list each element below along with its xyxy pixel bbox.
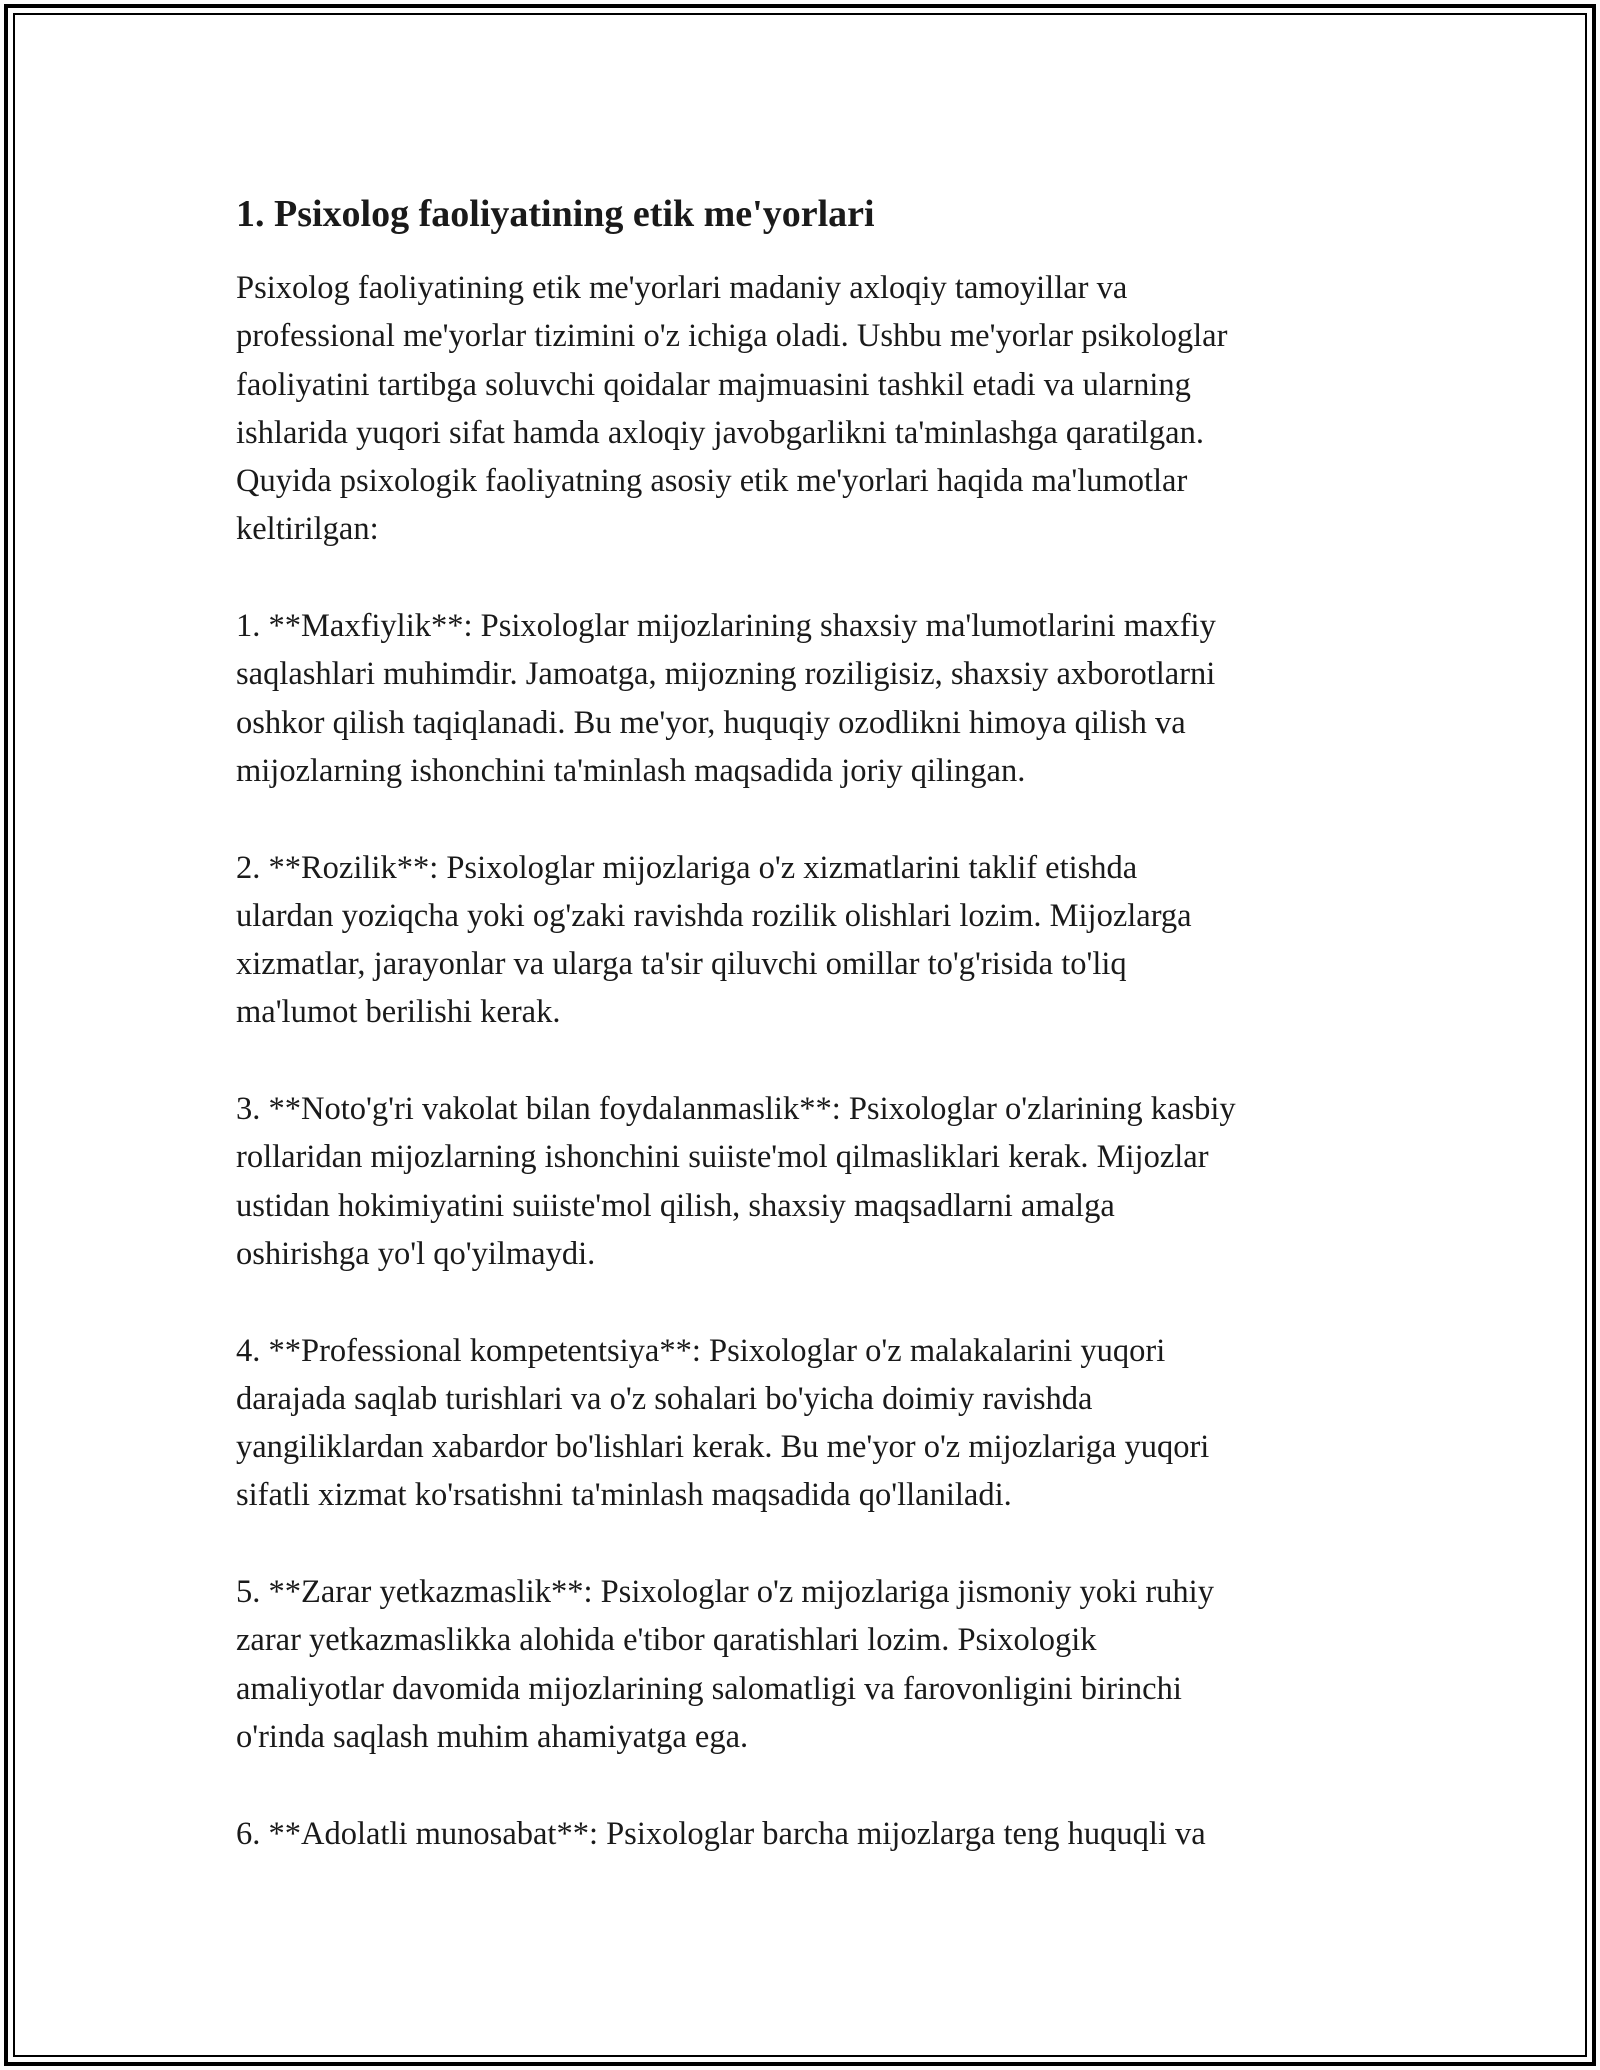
section-heading: 1. Psixolog faoliyatining etik me'yorlari	[236, 193, 875, 235]
norm-item-confidentiality	[236, 602, 1376, 795]
text-line: professional me'yorlar tizimini o'z ichiga oladi. Ushbu me'yorlar psikologlar	[236, 318, 1228, 355]
text-line: yangiliklardan xabardor bo'lishlari kerak. Bu me'yor o'z mijozlariga yuqori	[236, 1429, 1210, 1466]
text-line: mijozlarning ishonchini ta'minlash maqsadida joriy qilingan.	[236, 752, 1026, 789]
text-line: 1. **Maxfiylik**: Psixologlar mijozlarining shaxsiy ma'lumotlarini maxfiy	[236, 608, 1216, 645]
text-line: 6. **Adolatli munosabat**: Psixologlar barcha mijozlarga teng huquqli va	[236, 1815, 1206, 1852]
norm-item-misuse-of-authority	[236, 1085, 1376, 1278]
text-line: faoliyatini tartibga soluvchi qoidalar majmuasini tashkil etadi va ularning	[236, 366, 1191, 403]
norm-item-competence	[236, 1327, 1376, 1520]
text-line: 3. **Noto'g'ri vakolat bilan foydalanmaslik**: Psixologlar o'zlarining kasbiy	[236, 1091, 1236, 1128]
text-line: zarar yetkazmaslikka alohida e'tibor qaratishlari lozim. Psixologik	[236, 1622, 1097, 1659]
text-line: ishlarida yuqori sifat hamda axloqiy javobgarlikni ta'minlashga qaratilgan.	[236, 414, 1204, 451]
text-line: 2. **Rozilik**: Psixologlar mijozlariga o'z xizmatlarini taklif etishda	[236, 849, 1138, 886]
text-line: 5. **Zarar yetkazmaslik**: Psixologlar o'z mijozlariga jismoniy yoki ruhiy	[236, 1574, 1214, 1611]
text-line: ulardan yoziqcha yoki og'zaki ravishda rozilik olishlari lozim. Mijozlarga	[236, 897, 1192, 934]
text-line: saqlashlari muhimdir. Jamoatga, mijozning roziligisiz, shaxsiy axborotlarni	[236, 656, 1216, 693]
text-line: ustidan hokimiyatini suiiste'mol qilish, shaxsiy maqsadlarni amalga	[236, 1187, 1115, 1224]
intro-paragraph	[236, 264, 1376, 554]
text-line: keltirilgan:	[236, 511, 379, 548]
text-line: darajada saqlab turishlari va o'z sohalari bo'yicha doimiy ravishda	[236, 1380, 1093, 1417]
text-line: ma'lumot berilishi kerak.	[236, 994, 561, 1031]
text-line: xizmatlar, jarayonlar va ularga ta'sir qiluvchi omillar to'g'risida to'liq	[236, 946, 1127, 983]
text-line: oshirishga yo'l qo'yilmaydi.	[236, 1235, 596, 1272]
norm-item-consent	[236, 844, 1376, 1037]
text-line: o'rinda saqlash muhim ahamiyatga ega.	[236, 1718, 749, 1755]
text-line: rollaridan mijozlarning ishonchini suiiste'mol qilmasliklari kerak. Mijozlar	[236, 1139, 1209, 1176]
text-line: Quyida psixologik faoliyatning asosiy etik me'yorlari haqida ma'lumotlar	[236, 463, 1188, 500]
text-line: sifatli xizmat ko'rsatishni ta'minlash maqsadida qo'llaniladi.	[236, 1477, 1012, 1514]
text-line: amaliyotlar davomida mijozlarining salomatligi va farovonligini birinchi	[236, 1670, 1182, 1707]
norm-item-fair-treatment	[236, 1810, 1376, 1858]
text-line: oshkor qilish taqiqlanadi. Bu me'yor, huquqiy ozodlikni himoya qilish va	[236, 704, 1186, 741]
norm-item-no-harm	[236, 1568, 1376, 1761]
text-line: 4. **Professional kompetentsiya**: Psixologlar o'z malakalarini yuqori	[236, 1332, 1166, 1369]
text-line: Psixolog faoliyatining etik me'yorlari madaniy axloqiy tamoyillar va	[236, 270, 1128, 306]
document-body	[236, 186, 1376, 1906]
